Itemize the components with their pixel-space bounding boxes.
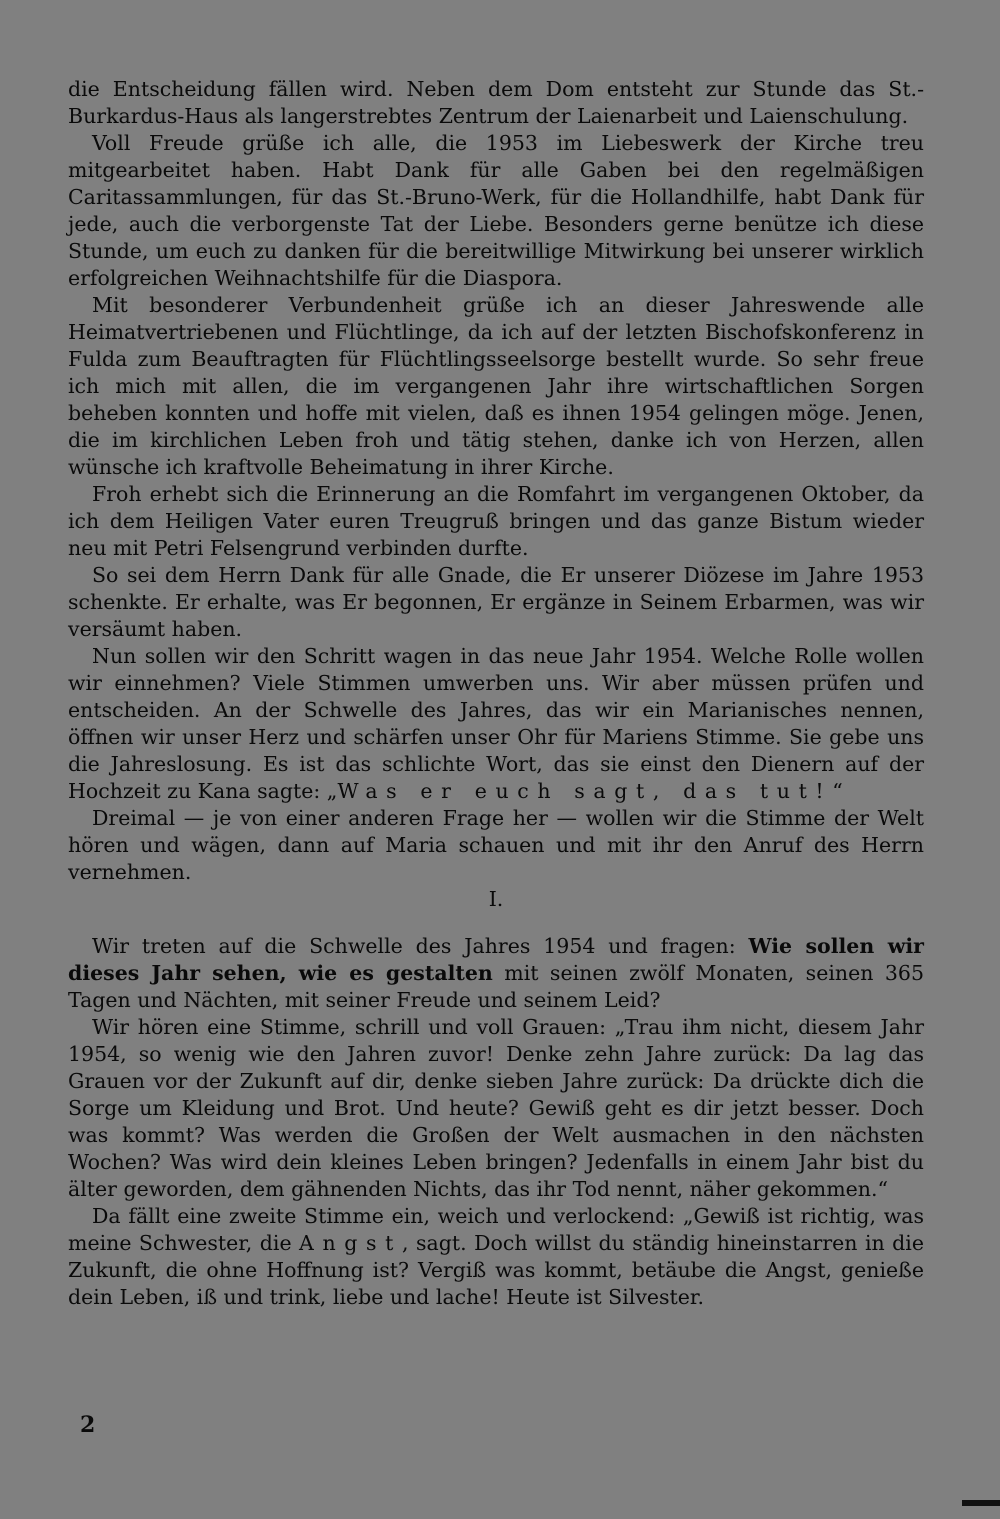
paragraph-9: Wir hören eine Stimme, schrill und voll Grauen: „Trau ihm nicht, diesem Jahr 1954, so wenig wie den Jahren zuvor! Denke zehn Jahre zurück: Da lag das Grauen vor der Zukunft auf dir, denke sieben Jahre zurück: Da drückte dich die Sorge um Kleidung und Brot. Und heute? Gewiß geht es dir jetzt besser. Doch was kommt? Was werden die Großen der Welt ausmachen in den nächsten Wochen? Was wird dein kleines Leben bringen? Jedenfalls in einem Jahr bist du älter geworden, dem gähnenden Nichts, das ihr Tod nennt, näher gekommen.“	[68, 1015, 924, 1201]
paragraph-7: Dreimal — je von einer anderen Frage her — wollen wir die Stimme der Welt hören und wägen, dann auf Maria schauen und mit ihr den Anruf des Herrn vernehmen.	[68, 806, 924, 884]
paragraph-10-end: , sagt. Doch willst du ständig hineinstarren in die Zukunft, die ohne Hoffnung ist? Vergiß was kommt, betäube die Angst, genieße dein Leben, iß und trink, liebe und lache! Heute ist Silvester.	[68, 1231, 924, 1309]
kana-quote-spaced: Was er euch sagt, das tut!	[337, 779, 833, 803]
paragraph-10	[68, 1203, 924, 1311]
page-body	[68, 76, 924, 1311]
paragraph-2: Voll Freude grüße ich alle, die 1953 im Liebeswerk der Kirche treu mitgearbeitet haben. Habt Dank für alle Gaben bei den regelmäßigen Caritassammlungen, für das St.-Bruno-Werk, für die Hollandhilfe, habt Dank für jede, auch die verborgenste Tat der Liebe. Besonders gerne benütze ich diese Stunde, um euch zu danken für die bereitwillige Mitwirkung bei unserer wirklich erfolgreichen Weihnachtshilfe für die Diaspora.	[68, 131, 924, 290]
edge-mark	[962, 1500, 1000, 1506]
paragraph-4: Froh erhebt sich die Erinnerung an die Romfahrt im vergangenen Oktober, da ich dem Heiligen Vater euren Treugruß bringen und das ganze Bistum wieder neu mit Petri Felsengrund verbinden durfte.	[68, 482, 924, 560]
paragraph-8-end: mit seinen zwölf Monaten, seinen 365 Tagen und Nächten, mit seiner Freude und seinem Leid?	[68, 961, 925, 1012]
section-heading: I.	[488, 887, 504, 911]
paragraph-5: So sei dem Herrn Dank für alle Gnade, die Er unserer Diözese im Jahre 1953 schenkte. Er erhalte, was Er begonnen, Er ergänze in Seinem Erbarmen, was wir versäumt haben.	[68, 563, 924, 641]
paragraph-6	[68, 643, 924, 805]
paragraph-6-end: “	[832, 779, 843, 803]
paragraph-8	[68, 933, 924, 1014]
paragraph-6-text: Nun sollen wir den Schritt wagen in das neue Jahr 1954. Welche Rolle wollen wir einnehmen? Viele Stimmen umwerben uns. Wir aber müssen prüfen und entscheiden. An der Schwelle des Jahres, das wir ein Marianisches nennen, öffnen wir unser Herz und schärfen unser Ohr für Mariens Stimme. Sie gebe uns die Jahreslosung. Es ist das schlichte Wort, das sie einst den Dienern auf der Hochzeit zu Kana sagte: „	[68, 644, 924, 803]
paragraph-8-bold: Wie sollen wir dieses Jahr sehen, wie es gestalten	[68, 934, 924, 985]
paragraph-8-start: Wir treten auf die Schwelle des Jahres 1954 und fragen:	[92, 934, 749, 958]
paragraph-1: die Entscheidung fällen wird. Neben dem Dom entsteht zur Stunde das St.-Burkardus-Haus als langerstrebtes Zentrum der Laienarbeit und Laienschulung.	[68, 77, 924, 128]
page-number: 2	[80, 1412, 96, 1438]
angst-spaced: Angst	[299, 1231, 402, 1255]
paragraph-10-start: Da fällt eine zweite Stimme ein, weich und verlockend: „Gewiß ist richtig, was meine Schwester, die	[68, 1204, 924, 1255]
paragraph-3: Mit besonderer Verbundenheit grüße ich an dieser Jahreswende alle Heimatvertriebenen und Flüchtlinge, da ich auf der letzten Bischofskonferenz in Fulda zum Beauftragten für Flüchtlingsseelsorge bestellt wurde. So sehr freue ich mich mit allen, die im vergangenen Jahr ihre wirtschaftlichen Sorgen beheben konnten und hoffe mit vielen, daß es ihnen 1954 gelingen möge. Jenen, die im kirchlichen Leben froh und tätig stehen, danke ich von Herzen, allen wünsche ich kraftvolle Beheimatung in ihrer Kirche.	[68, 293, 924, 479]
